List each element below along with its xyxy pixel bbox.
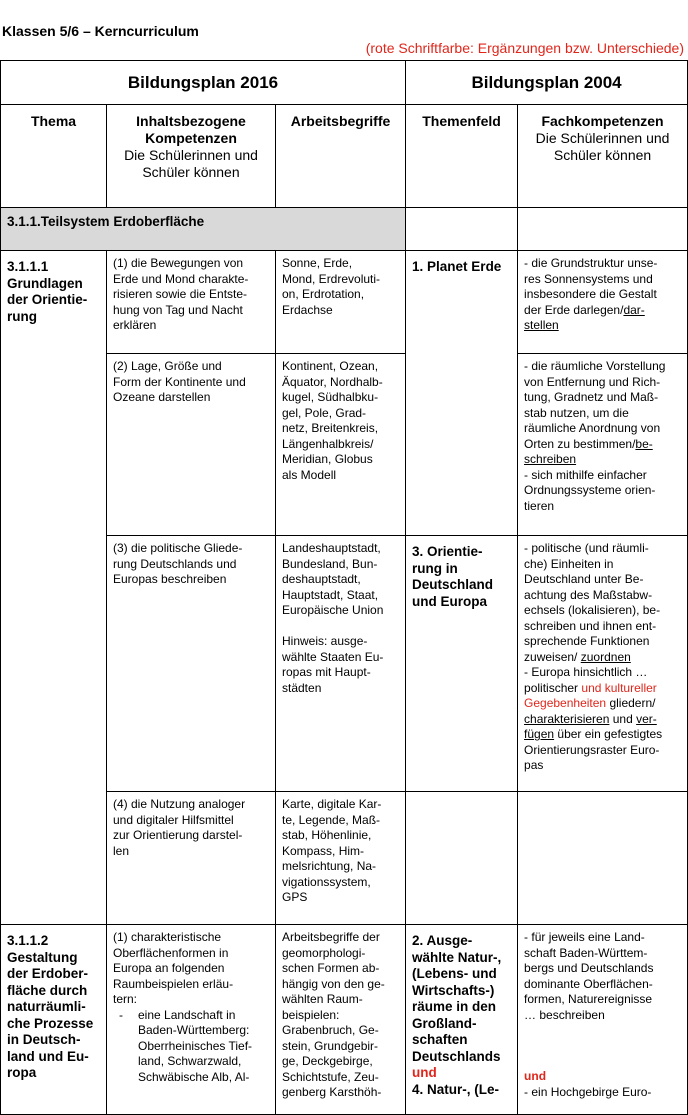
topic-3-1-1-1: 3.1.1.1 Grundlagen der Orientie- rung	[1, 251, 107, 925]
topic-3-1-1-2: 3.1.1.2 Gestaltung der Erdober- fläche durch naturräumli- che Prozesse in Deutsch- land und Eu- ropa	[1, 925, 107, 1115]
terms-4: Karte, digitale Kar- te, Legende, Maß- stab, Höhenlinie, Kompass, Him- melsrichtung, Na- vigationssystem, GPS	[276, 792, 406, 925]
fachkompetenz-1: - die Grundstruktur unse- res Sonnensystems und insbesondere die Gestalt der Erde darlegen/dar- stellen	[518, 251, 688, 354]
terms-5: Arbeitsbegriffe der geomorphologi- schen Formen ab- hängig von den ge- wählten Raum- beispielen: Grabenbruch, Ge- stein, Grundgebir- ge, Deckgebirge, Schichtstufe, Zeu- genberg Karsthöh-	[276, 925, 406, 1115]
col-thema: Thema	[1, 105, 107, 208]
competence-1: (1) die Bewegungen von Erde und Mond charakte- risieren sowie die Entste- hung von Tag und Nacht erklären	[107, 251, 276, 354]
col-themenfeld: Themenfeld	[406, 105, 518, 208]
plan-2004-header: Bildungsplan 2004	[406, 61, 688, 105]
col-inhaltsbezogene-kompetenzen: Inhaltsbezogene Kompetenzen Die Schülerinnen und Schüler können	[107, 105, 276, 208]
color-legend-note: (rote Schriftfarbe: Ergänzungen bzw. Unterschiede)	[365, 40, 684, 56]
terms-2: Kontinent, Ozean, Äquator, Nordhalb- kugel, Südhalbku- gel, Pole, Grad- netz, Breitenkreis, Längenhalbkreis/ Meridian, Globus als Modell	[276, 354, 406, 536]
section-heading: 3.1.1.Teilsystem Erdoberfläche	[1, 208, 406, 251]
fachkompetenz-3: - politische (und räumli- che) Einheiten in Deutschland unter Be- achtung des Maßstabw- echsels (lokalisieren), be- schreiben und ihnen ent- sprechende Funktionen zuweisen/ zuordnen - Europa hinsichtlich … politischer und kultureller Gegebenheiten gliedern/ charakterisieren und ver- fügen über ein gefestigtes Orientierungsraster Euro- pas	[518, 536, 688, 792]
competence-2: (2) Lage, Größe und Form der Kontinente und Ozeane darstellen	[107, 354, 276, 536]
fachkompetenz-5: - für jeweils eine Land- schaft Baden-Württem- bergs und Deutschlands dominante Oberflächen- formen, Naturereignisse … beschreiben und - ein Hochgebirge Euro-	[518, 925, 688, 1115]
landscape-list	[113, 1008, 269, 1086]
list-item: - eine Landschaft in Baden-Württemberg: Oberrheinisches Tief- land, Schwarzwald, Schwäbische Alb, Al-	[113, 1008, 269, 1086]
themenfeld-naturraeume: 2. Ausge- wählte Natur-, (Lebens- und Wirtschafts-) räume in den Großland- schaften Deutschlands und 4. Natur-, (Le-	[406, 925, 518, 1115]
competence-3: (3) die politische Gliede- rung Deutschlands und Europas beschreiben	[107, 536, 276, 792]
competence-5: (1) charakteristische Oberflächenformen in Europa an folgenden Raumbeispielen erläu- tern: - eine Landschaft in Baden-Württemberg: Oberrheinisches Tief- land, Schwarzwald, Schwäbische Alb, Al-	[107, 925, 276, 1115]
terms-3: Landeshauptstadt, Bundesland, Bun- deshauptstadt, Hauptstadt, Staat, Europäische Union Hinweis: ausge- wählte Staaten Eu- ropas mit Haupt- städten	[276, 536, 406, 792]
plan-2016-header: Bildungsplan 2016	[1, 61, 406, 105]
themenfeld-planet-erde: 1. Planet Erde	[406, 251, 518, 536]
curriculum-table	[0, 60, 688, 1115]
col-arbeitsbegriffe: Arbeitsbegriffe	[276, 105, 406, 208]
terms-1: Sonne, Erde, Mond, Erdrevoluti- on, Erdrotation, Erdachse	[276, 251, 406, 354]
document-title: Klassen 5/6 – Kerncurriculum	[2, 23, 199, 39]
themenfeld-orientierung: 3. Orientie- rung in Deutschland und Europa	[406, 536, 518, 792]
fachkompetenz-2: - die räumliche Vorstellung von Entfernung und Rich- tung, Gradnetz und Maß- stab nutzen, um die räumliche Anordnung von Orten zu bestimmen/be- schreiben - sich mithilfe einfacher Ordnungssysteme orien- tieren	[518, 354, 688, 536]
competence-4: (4) die Nutzung analoger und digitaler Hilfsmittel zur Orientierung darstel- len	[107, 792, 276, 925]
col-fachkompetenzen: Fachkompetenzen Die Schülerinnen und Schüler können	[518, 105, 688, 208]
